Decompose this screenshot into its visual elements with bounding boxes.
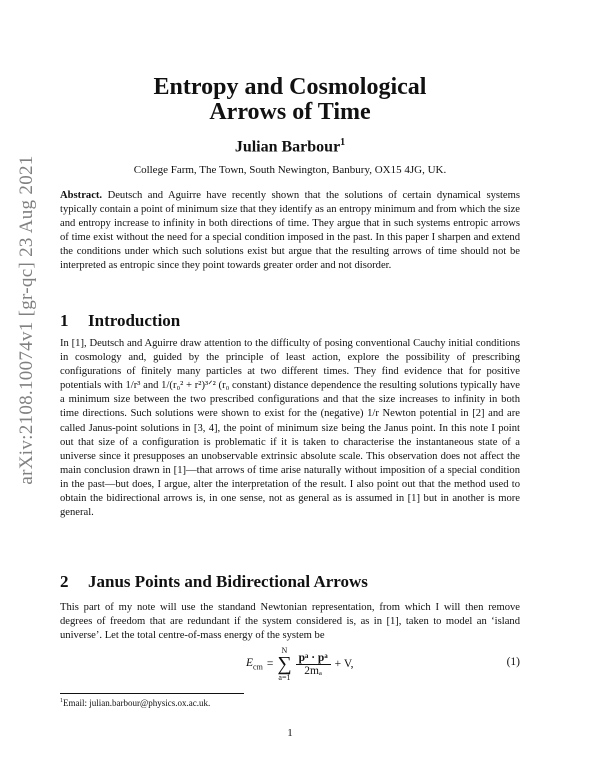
section-number: 1 xyxy=(60,311,69,330)
author-name: Julian Barbour xyxy=(234,138,341,156)
eq-equals: = xyxy=(266,658,274,670)
eq-lhs: $E_{cm}$ xyxy=(246,656,263,672)
footnote xyxy=(60,698,520,708)
equation-number: (1) xyxy=(506,656,520,668)
section-title: Janus Points and Bidirectional Arrows xyxy=(88,572,368,591)
author-footnote-mark: 1 xyxy=(340,137,346,148)
footnote-rule xyxy=(60,693,244,694)
eq-fraction xyxy=(296,652,331,677)
footnote-text: Email: julian.barbour@physics.ox.ac.uk. xyxy=(63,698,211,708)
section-heading-introduction xyxy=(60,311,180,331)
eq-summation xyxy=(277,646,291,682)
janus-paragraph: This part of my note will use the standand Newtonian representation, from which I will then remove degrees of freedom that are redundant if the system considered is, as in [1], taken to model an ‘island universe’. Let the total centre-of-mass energy of the system be xyxy=(60,602,520,642)
arxiv-id-text: arXiv:2108.10074v1 [gr-qc] 23 Aug 2021 xyxy=(16,155,37,485)
footnote-mark: 1 xyxy=(60,698,63,704)
abstract xyxy=(60,189,520,274)
sum-symbol: ∑ xyxy=(277,653,292,675)
section-number: 2 xyxy=(60,572,69,591)
section-heading-janus-points xyxy=(60,572,368,592)
title-line-1: Entropy and Cosmological xyxy=(153,74,427,100)
author xyxy=(60,137,520,156)
eq-numerator: pᵃ · pᵃ xyxy=(296,652,331,665)
abstract-text: Deutsch and Aguirre have recently shown that the solutions of certain dynamical systems typically contain a point of minimum size that they identify as an entropy minimum and from which the size and entropy increase to infinity in both directions of time. They argue that in such systems entropic arrows of time exist without the need for a special condition imposed in the past. In this paper I sharpen and extend the conditions under which such solutions exist but argue that the resulting arrows of time should not be interpreted as entropic since they point towards greater order and not disorder. xyxy=(60,190,520,272)
introduction-paragraph: In [1], Deutsch and Aguirre draw attention to the difficulty of posing conventional Cauchy initial conditions in cosmology and, guided by the principle of least action, explore the possibility of prescribing configurations of finitely many particles at two different times. They find evidence that for positive potentials with 1/r³ and 1/(r₀² + r²)³ᐟ² (r₀ constant) distance dependence the resulting solutions typically have a minimum size between the two prescribed configurations and that the size increases to infinity in both time directions. Such solutions were shown to exist for the (negative) 1/r Newton potential in [2] and are called Janus-point solutions in [3, 4], the point of minimum size being the Janus point. In this note I point out that size of a configuration is problematic if it is taken to characterise the instantaneous state of a universe since it presupposes an unobservable extrinsic absolute scale. This observation does not affect the main conclusion drawn in [1]—that arrows of time arise naturally without imposition of a special condition in the past—but does, I argue, alter the interpretation of the result. I also point out that the method used to obtain the bidirectional arrows is, in one sense, not as general as is assumed in [1] but in another is more general. xyxy=(60,338,520,519)
equation-1 xyxy=(60,642,520,686)
sum-upper: N xyxy=(281,646,288,655)
arxiv-identifier xyxy=(16,80,38,560)
title-line-2: Arrows of Time xyxy=(209,99,371,125)
eq-denominator: 2mₐ xyxy=(304,664,323,677)
abstract-label: Abstract. xyxy=(60,190,103,201)
paper-title xyxy=(60,75,520,125)
eq-tail: + V, xyxy=(334,658,354,670)
section-title: Introduction xyxy=(88,311,181,330)
sum-lower: a=1 xyxy=(278,673,291,682)
page-number: 1 xyxy=(287,727,293,739)
affiliation: College Farm, The Town, South Newington, Banbury, OX15 4JG, UK. xyxy=(133,164,447,176)
